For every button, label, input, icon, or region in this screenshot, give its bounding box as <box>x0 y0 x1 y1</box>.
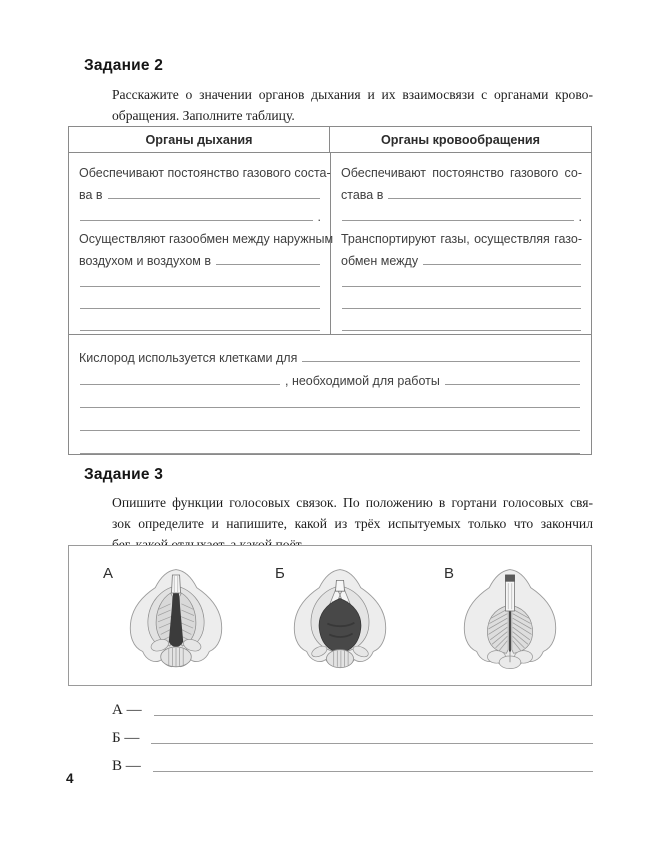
cell-text: Кислород используется клетками для <box>79 351 298 365</box>
write-line <box>80 298 320 309</box>
write-line <box>80 443 580 454</box>
answer-row-b <box>112 726 593 746</box>
answer-letter-b: Б — <box>112 730 140 746</box>
write-line <box>342 320 581 331</box>
page-number: 4 <box>66 771 74 786</box>
cell-text: . <box>317 210 321 224</box>
answer-letter-v: В — <box>112 758 141 774</box>
answer-row-v <box>112 754 593 774</box>
write-line <box>108 188 320 199</box>
table-cell-circulation <box>331 153 591 334</box>
write-line <box>80 276 320 287</box>
cell-text: Транспортируют газы, осуществляя газо- <box>341 232 582 246</box>
write-line <box>342 210 574 221</box>
larynx-figure <box>68 545 592 686</box>
answer-write-line <box>154 705 593 716</box>
answer-write-line <box>153 761 593 772</box>
task2-intro-line1: Расскажите о значении органов дыхания и их взаимосвязи с органами крово- <box>112 87 593 102</box>
write-line <box>80 320 320 331</box>
larynx-diagram-v-closed-icon <box>447 564 573 676</box>
write-line <box>302 351 580 362</box>
table-cell-respiration <box>69 153 334 334</box>
table-header-respiration: Органы дыхания <box>69 127 330 152</box>
task3-intro-line2: зок определите и напишите, какой из трёх испытуемых только что закончил <box>112 516 593 531</box>
write-line <box>80 210 313 221</box>
cell-text: Обеспечивают постоянство газового со- <box>341 166 582 180</box>
table-header-row <box>69 127 591 153</box>
cell-text: ва в <box>79 188 103 202</box>
write-line <box>342 298 581 309</box>
cell-text: . <box>578 210 582 224</box>
task3-heading: Задание 3 <box>84 466 164 483</box>
cell-text: , необходимой для работы <box>285 374 440 388</box>
table-cell-oxygen <box>69 334 591 456</box>
answer-write-line <box>151 733 593 744</box>
figure-label-a: А <box>103 565 114 582</box>
write-line <box>423 254 581 265</box>
table-body <box>69 153 591 334</box>
task2-table <box>68 126 592 455</box>
write-line <box>80 374 280 385</box>
write-line <box>80 397 580 408</box>
task2-intro-line2: обращения. Заполните таблицу. <box>112 108 295 123</box>
task2-intro <box>112 84 593 126</box>
cell-text: воздухом и воздухом в <box>79 254 211 268</box>
figure-label-v: В <box>444 565 455 582</box>
table-header-circulation: Органы кровообращения <box>380 132 541 147</box>
cell-text: става в <box>341 188 384 202</box>
task3-intro-line1: Опишите функции голосовых связок. По положению в гортани голосовых свя- <box>112 495 593 510</box>
larynx-diagram-a-narrow-opening-icon <box>113 564 239 676</box>
larynx-diagram-b-wide-open-icon <box>277 564 403 676</box>
write-line <box>216 254 320 265</box>
figure-label-b: Б <box>275 565 285 582</box>
task2-heading: Задание 2 <box>84 57 164 74</box>
cell-text: Осуществляют газообмен между наружным <box>79 232 334 246</box>
cell-text: Обеспечивают постоянство газового соста- <box>79 166 331 180</box>
answer-letter-a: А — <box>112 702 142 718</box>
write-line <box>342 276 581 287</box>
answer-row-a <box>112 698 593 718</box>
write-line <box>445 374 580 385</box>
write-line <box>388 188 581 199</box>
cell-text: обмен между <box>341 254 419 268</box>
write-line <box>80 420 580 431</box>
